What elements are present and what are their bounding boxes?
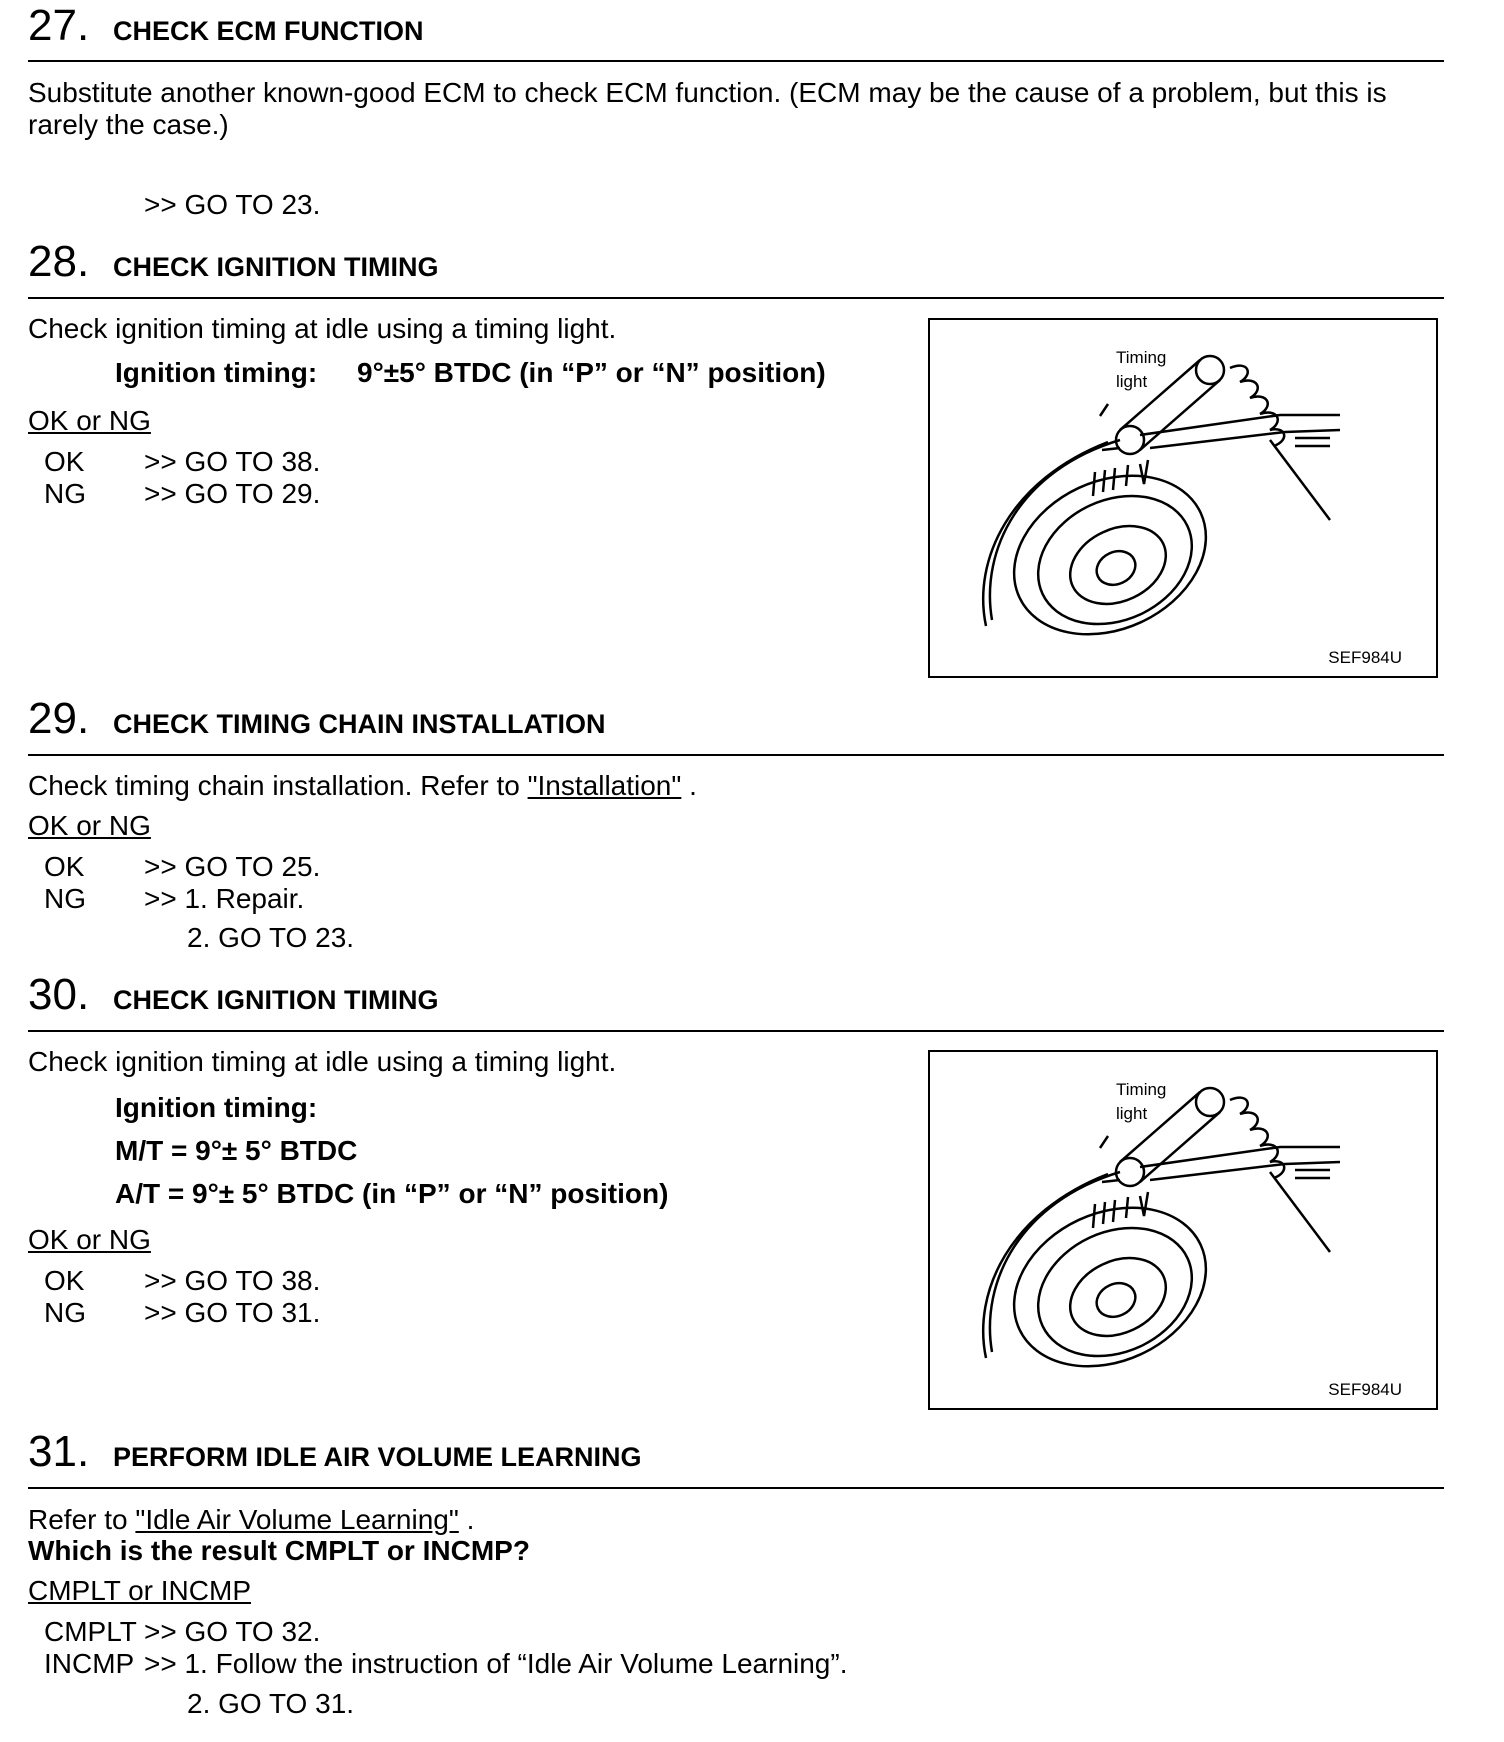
- goto-text: >> GO TO 23.: [144, 189, 321, 220]
- body-text-post: .: [681, 770, 697, 801]
- cmplt-action: >> GO TO 32.: [144, 1616, 321, 1647]
- section-divider: [28, 297, 1444, 299]
- body-text-post: .: [458, 1504, 475, 1535]
- body-text: [28, 1504, 474, 1536]
- timing-light-figure: [928, 318, 1438, 678]
- body-text: rarely the case.): [28, 109, 229, 140]
- step-number: 27.: [28, 1, 90, 50]
- ok-ng-label: OK or NG: [28, 810, 151, 841]
- incmp-action-step2: 2. GO TO 31.: [187, 1688, 355, 1719]
- step-title: CHECK IGNITION TIMING: [113, 252, 439, 282]
- ok-action: >> GO TO 38.: [144, 446, 321, 477]
- ok-label: OK: [44, 851, 85, 882]
- step-number: 29.: [28, 694, 90, 743]
- installation-link[interactable]: "Installation": [527, 770, 682, 801]
- figure-code: SEF984U: [1328, 1380, 1402, 1399]
- ok-action: >> GO TO 38.: [144, 1265, 321, 1296]
- body-text: Check ignition timing at idle using a timing light.: [28, 313, 617, 344]
- step-number: 30.: [28, 970, 90, 1019]
- section-divider: [28, 60, 1444, 62]
- ok-action: >> GO TO 25.: [144, 851, 321, 882]
- incmp-action: >> 1. Follow the instruction of “Idle Air Volume Learning”.: [144, 1648, 848, 1679]
- step-title: PERFORM IDLE AIR VOLUME LEARNING: [113, 1442, 642, 1472]
- figure-label: Timing: [1116, 348, 1167, 367]
- timing-light-illustration: [930, 1052, 1440, 1412]
- spec-mt: M/T = 9°± 5° BTDC: [115, 1135, 358, 1166]
- figure-code: SEF984U: [1328, 648, 1402, 667]
- ng-label: NG: [44, 478, 86, 509]
- question-text: Which is the result CMPLT or INCMP?: [28, 1535, 530, 1566]
- ng-label: NG: [44, 1297, 86, 1328]
- ng-action: >> GO TO 29.: [144, 478, 321, 509]
- spec-at: A/T = 9°± 5° BTDC (in “P” or “N” position): [115, 1178, 669, 1209]
- body-text: Check ignition timing at idle using a timing light.: [28, 1046, 617, 1077]
- step-title: CHECK ECM FUNCTION: [113, 16, 424, 46]
- figure-label: light: [1116, 1104, 1148, 1123]
- ng-action-step2: 2. GO TO 23.: [187, 922, 355, 953]
- ng-action: >> 1. Repair.: [144, 883, 305, 914]
- section-divider: [28, 754, 1444, 756]
- step-number: 28.: [28, 237, 90, 286]
- ok-label: OK: [44, 1265, 85, 1296]
- spec-label: Ignition timing:: [115, 1092, 318, 1123]
- step-number: 31.: [28, 1427, 90, 1476]
- ok-label: OK: [44, 446, 85, 477]
- step-title: CHECK TIMING CHAIN INSTALLATION: [113, 709, 606, 739]
- spec-value: 9°±5° BTDC (in “P” or “N” position): [357, 357, 826, 388]
- section-divider: [28, 1030, 1444, 1032]
- ng-action: >> GO TO 31.: [144, 1297, 321, 1328]
- body-text-pre: Check timing chain installation. Refer to: [28, 770, 528, 801]
- step-title: CHECK IGNITION TIMING: [113, 985, 439, 1015]
- figure-label: Timing: [1116, 1080, 1167, 1099]
- timing-light-figure: [928, 1050, 1438, 1410]
- spec-label: Ignition timing:: [115, 357, 318, 388]
- body-text-pre: Refer to: [28, 1504, 136, 1535]
- idle-air-volume-learning-link[interactable]: "Idle Air Volume Learning": [135, 1504, 459, 1535]
- ng-label: NG: [44, 883, 86, 914]
- timing-light-illustration: [930, 320, 1440, 680]
- figure-label: light: [1116, 372, 1148, 391]
- body-text: Substitute another known-good ECM to check ECM function. (ECM may be the cause of a problem, but this is: [28, 77, 1387, 108]
- section-divider: [28, 1487, 1444, 1489]
- body-text: [28, 770, 697, 802]
- ok-ng-label: OK or NG: [28, 1224, 151, 1255]
- ok-ng-label: OK or NG: [28, 405, 151, 436]
- cmplt-label: CMPLT: [44, 1616, 137, 1647]
- result-label: CMPLT or INCMP: [28, 1575, 251, 1606]
- incmp-label: INCMP: [44, 1648, 135, 1679]
